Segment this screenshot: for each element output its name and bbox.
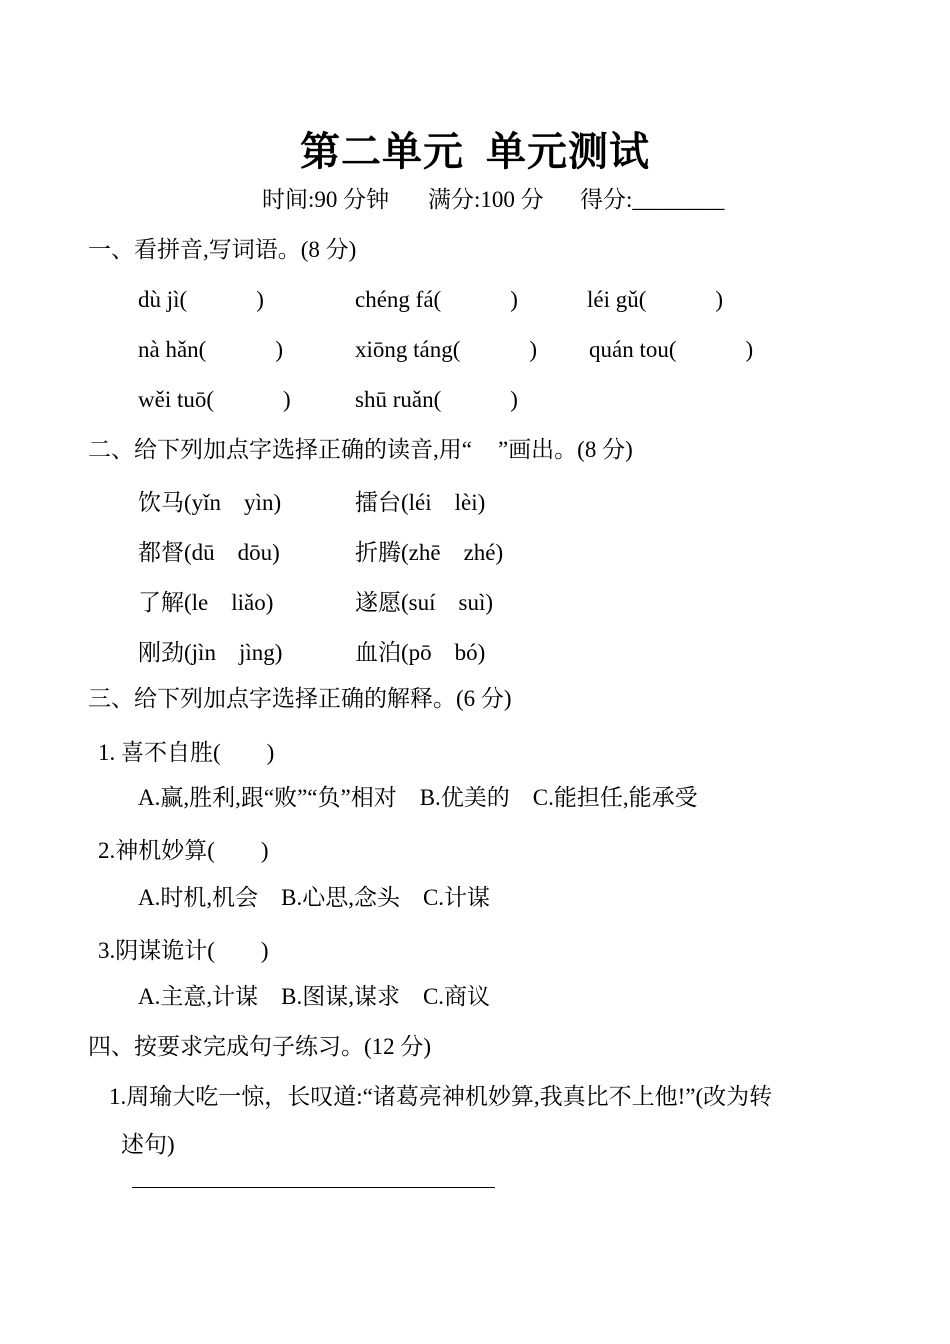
exam-full-score: 满分:100 分 xyxy=(428,187,544,212)
question-1[interactable]: 1. 喜不自胜( ) xyxy=(98,740,275,765)
pinyin-item[interactable]: dù jì( ) xyxy=(138,287,264,312)
exam-score-field[interactable]: 得分:________ xyxy=(580,187,725,212)
question-1-options: A.赢,胜利,跟“败”“负”相对 B.优美的 C.能担任,能承受 xyxy=(138,785,698,810)
reading-item[interactable]: 血泊(pō bó) xyxy=(355,640,486,665)
reading-item[interactable]: 折腾(zhē zhé) xyxy=(355,540,504,565)
reading-item[interactable]: 刚劲(jìn jìng) xyxy=(138,640,283,665)
reading-item[interactable]: 都督(dū dōu) xyxy=(138,540,280,565)
question-2-options: A.时机,机会 B.心思,念头 C.计谋 xyxy=(138,885,491,910)
section2-heading xyxy=(88,438,633,461)
sentence-question-1: 1.周瑜大吃一惊，长叹道:“诸葛亮神机妙算,我真比不上他!”(改为转 xyxy=(109,1084,773,1109)
reading-item[interactable]: 擂台(léi lèi) xyxy=(355,490,486,515)
pinyin-item[interactable]: quán tou( ) xyxy=(589,337,754,362)
section2-heading-part-b: ”画出。(8 分) xyxy=(497,437,633,462)
question-3-options: A.主意,计谋 B.图谋,谋求 C.商议 xyxy=(138,984,491,1009)
question-2[interactable]: 2.神机妙算( ) xyxy=(98,838,269,863)
pinyin-item[interactable]: shū ruǎn( ) xyxy=(355,387,518,412)
pinyin-item[interactable]: chéng fá( ) xyxy=(355,287,518,312)
page-title: 第二单元 单元测试 xyxy=(300,129,650,174)
sentence-question-1-cont: 述句) xyxy=(121,1132,175,1157)
section1-heading: 一、看拼音,写词语。(8 分) xyxy=(88,237,357,262)
reading-item[interactable]: 遂愿(suí suì) xyxy=(355,590,493,615)
section4-heading: 四、按要求完成句子练习。(12 分) xyxy=(88,1034,432,1059)
answer-line[interactable] xyxy=(132,1187,495,1188)
pinyin-item[interactable]: wěi tuō( ) xyxy=(138,387,291,412)
pinyin-item[interactable]: xiōng táng( ) xyxy=(355,337,538,362)
reading-item[interactable]: 饮马(yǐn yìn) xyxy=(138,490,282,515)
exam-time: 时间:90 分钟 xyxy=(262,187,390,212)
section3-heading: 三、给下列加点字选择正确的解释。(6 分) xyxy=(88,686,512,711)
question-3[interactable]: 3.阴谋诡计( ) xyxy=(98,938,269,963)
reading-item[interactable]: 了解(le liǎo) xyxy=(138,590,274,615)
pinyin-item[interactable]: nà hǎn( ) xyxy=(138,337,283,362)
pinyin-item[interactable]: léi gǔ( ) xyxy=(587,287,724,312)
section2-heading-part-a: 二、给下列加点字选择正确的读音,用“ xyxy=(88,437,472,462)
